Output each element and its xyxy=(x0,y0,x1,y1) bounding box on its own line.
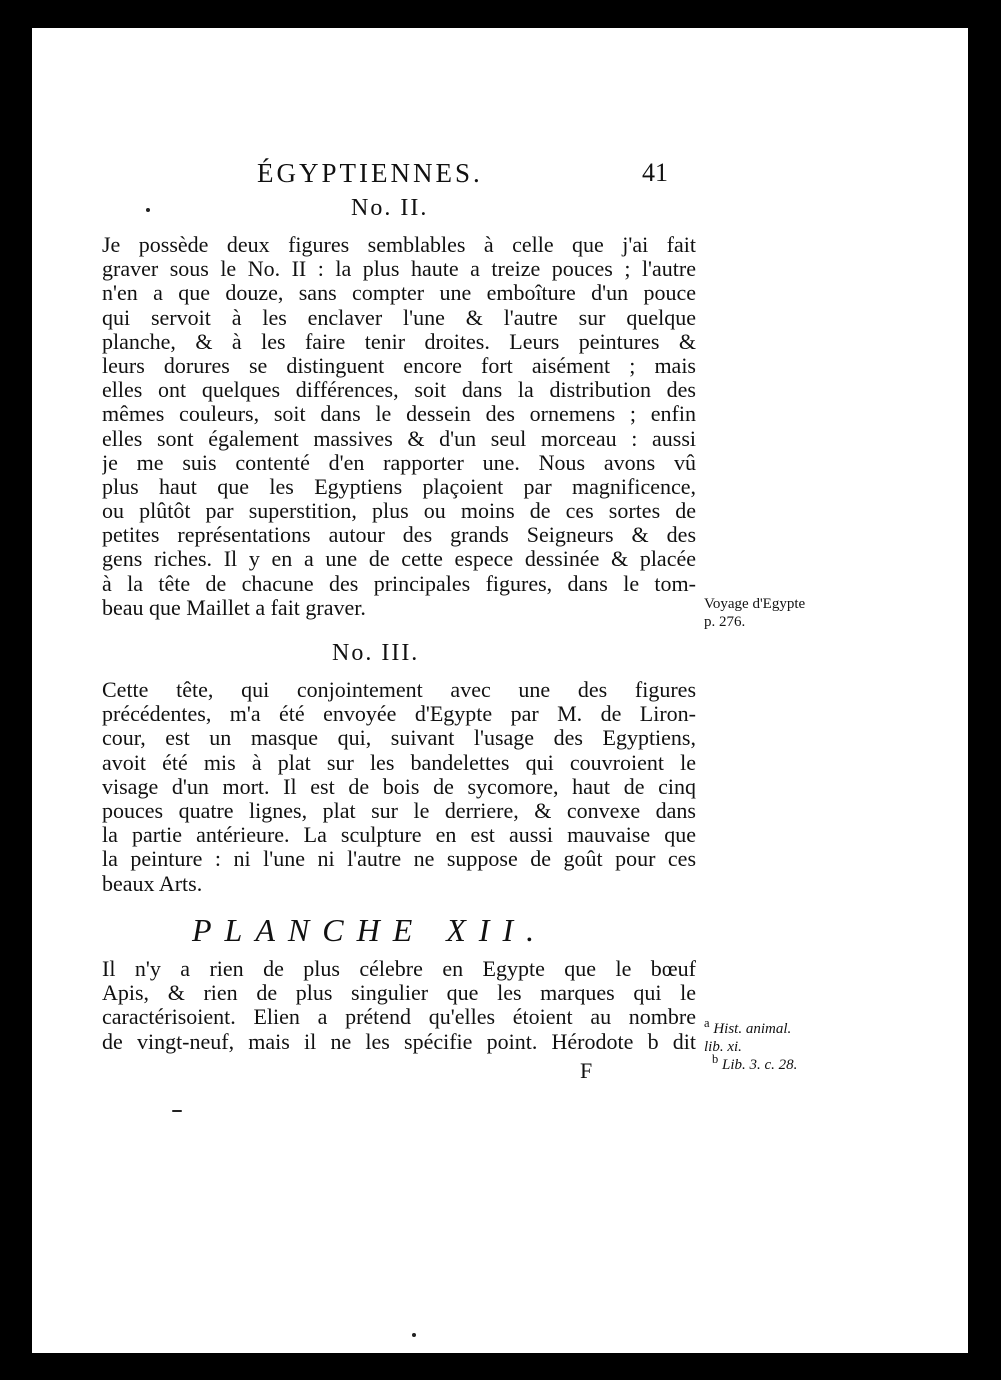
footnote-text: lib. xi. xyxy=(704,1039,742,1055)
text-line: qui servoit à les enclaver l'une & l'autre sur quelque xyxy=(102,305,696,330)
section-3-text xyxy=(102,678,696,896)
text-line: la partie antérieure. La sculpture en est aussi mauvaise que xyxy=(102,823,696,848)
margin-note-line: Voyage d'Egypte xyxy=(704,596,806,612)
text-line: caractérisoient. Elien a prétend qu'elles étoient au nombre xyxy=(102,1005,696,1030)
text-line: n'en a que douze, sans compter une emboîture d'un pouce xyxy=(102,281,696,306)
signature-mark: F xyxy=(580,1058,593,1083)
text-line: Apis, & rien de plus singulier que les marques qui le xyxy=(102,981,696,1006)
footnote-marker: b xyxy=(712,1052,719,1066)
text-line: leurs dorures se distinguent encore fort aisément ; mais xyxy=(102,353,696,378)
text-line: de vingt-neuf, mais il ne les spécifie point. Hérodote b dit xyxy=(102,1029,696,1054)
section-heading-2: No. II. xyxy=(351,195,429,221)
text-line: elles ont quelques différences, soit dans la distribution des xyxy=(102,378,696,403)
footnote-marker: a xyxy=(704,1016,710,1030)
ink-speck xyxy=(146,208,150,212)
text-line: la peinture : ni l'une ni l'autre ne suppose de goût pour ces xyxy=(102,847,696,872)
ink-speck xyxy=(172,1110,182,1112)
text-line: à la tête de chacune des principales figures, dans le tom- xyxy=(102,571,696,596)
text-line: Je possède deux figures semblables à celle que j'ai fait xyxy=(102,233,696,257)
text-line: cour, est un masque qui, suivant l'usage des Egyptiens, xyxy=(102,726,696,751)
text-line: planche, & à les faire tenir droites. Leurs peintures & xyxy=(102,329,696,354)
footnote-text: Hist. animal. xyxy=(713,1021,792,1037)
footnote-text: Lib. 3. c. 28. xyxy=(722,1057,798,1073)
footnote-b xyxy=(712,1050,797,1074)
running-head xyxy=(32,158,968,188)
text-line: gens riches. Il y en a une de cette espece dessinée & placée xyxy=(102,547,696,572)
text-line: ou plûtôt par superstition, plus ou moins de ces sortes de xyxy=(102,499,696,524)
ink-speck xyxy=(412,1333,416,1337)
plate-title: PLANCHE XII. xyxy=(192,912,548,948)
text-line: Il n'y a rien de plus célebre en Egypte que le bœuf xyxy=(102,957,696,981)
margin-note-line: p. 276. xyxy=(704,614,746,630)
text-line: pouces quatre lignes, plat sur le derriere, & convexe dans xyxy=(102,798,696,823)
plate-text xyxy=(102,957,696,1054)
text-line: plus haut que les Egyptiens plaçoient par magnificence, xyxy=(102,474,696,499)
section-2-text xyxy=(102,233,696,620)
text-line: petites représentations autour des grands Seigneurs & des xyxy=(102,523,696,548)
text-line: je me suis contenté d'en rapporter une. Nous avons vû xyxy=(102,450,696,475)
text-line: avoit été mis à plat sur les bandelettes qui couvroient le xyxy=(102,750,696,775)
book-page xyxy=(32,28,968,1353)
running-head-title: ÉGYPTIENNES. xyxy=(257,158,483,188)
text-line: précédentes, m'a été envoyée d'Egypte par M. de Liron- xyxy=(102,702,696,727)
text-line: beau que Maillet a fait graver. xyxy=(102,595,366,620)
text-line: visage d'un mort. Il est de bois de sycomore, haut de cinq xyxy=(102,774,696,799)
text-line: beaux Arts. xyxy=(102,871,203,896)
text-line: graver sous le No. II : la plus haute a treize pouces ; l'autre xyxy=(102,257,696,282)
section-heading-3: No. III. xyxy=(332,640,420,666)
text-line: elles sont également massives & d'un seul morceau : aussi xyxy=(102,426,696,451)
page-number: 41 xyxy=(642,158,668,187)
text-line: mêmes couleurs, soit dans le dessein des ornemens ; enfin xyxy=(102,402,696,427)
text-line: Cette tête, qui conjointement avec une des figures xyxy=(102,678,696,702)
margin-note-voyage xyxy=(704,595,805,631)
